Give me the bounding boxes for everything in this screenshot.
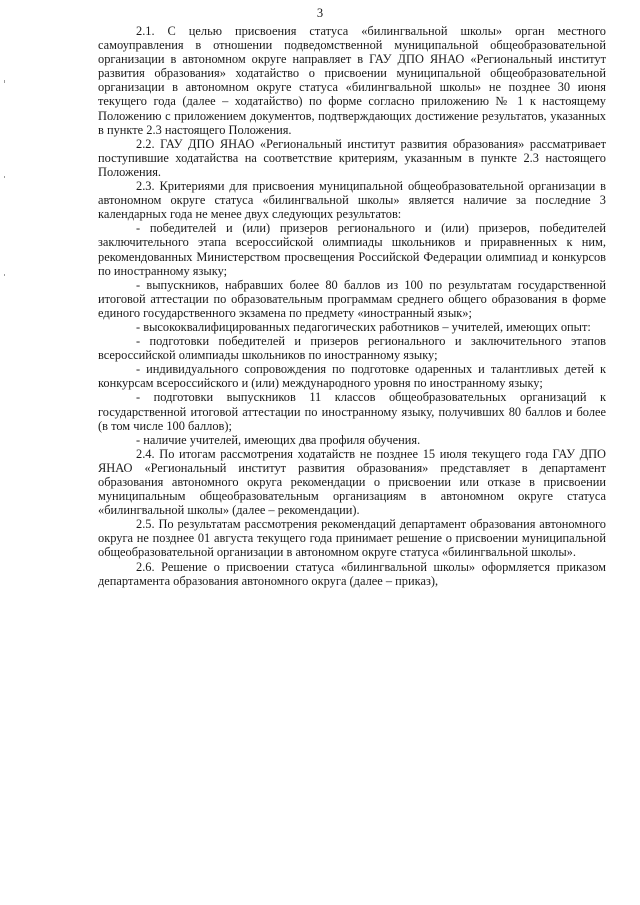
margin-scan-mark xyxy=(4,176,5,178)
page-number: 3 xyxy=(316,6,324,20)
margin-scan-mark xyxy=(4,80,5,83)
experience-list-item: - подготовки победителей и призеров регионального и заключительного этапов всероссийской олимпиады школьников по иностранному языку; xyxy=(98,334,606,363)
paragraph-2-5: 2.5. По результатам рассмотрения рекомендаций департамент образования автономного округа не позднее 01 августа текущего года принимает решение о присвоении муниципальной общеобразовательной организации в автономном округе статуса «билингвальной школы». xyxy=(98,517,606,560)
document-body xyxy=(98,24,606,588)
paragraph-2-6: 2.6. Решение о присвоении статуса «билингвальной школы» оформляется приказом департамента образования автономного округа (далее – приказ), xyxy=(98,559,606,588)
paragraph-2-2: 2.2. ГАУ ДПО ЯНАО «Региональный институт развития образования» рассматривает поступившие ходатайства на соответствие критериям, указанным в пункте 2.3 настоящего Положения. xyxy=(98,136,606,179)
criteria-list-item: - выпускников, набравших более 80 баллов из 100 по результатам государственной итоговой аттестации по образовательным программам среднего общего образования в форме единого государственного экзамена по предмету «иностранный язык»; xyxy=(98,277,606,320)
paragraph-2-4: 2.4. По итогам рассмотрения ходатайств не позднее 15 июля текущего года ГАУ ДПО ЯНАО «Региональный институт развития образования» представляет в департамент образования автономного округа рекомендации о присвоении или отказе в присвоении муниципальным общеобразовательным организациям в автономном округе статуса «билингвальной школы» (далее – рекомендации). xyxy=(98,446,606,518)
experience-list-item: - подготовки выпускников 11 классов общеобразовательных организаций к государственной итоговой аттестации по иностранному языку, получивших 80 баллов и более (в том числе 100 баллов); xyxy=(98,390,606,433)
criteria-list-item: - высококвалифицированных педагогических работников – учителей, имеющих опыт: xyxy=(136,319,591,334)
paragraph-2-3: 2.3. Критериями для присвоения муниципальной общеобразовательной организации в автономном округе статуса «билингвальной школы» является наличие за последние 3 календарных года не менее двух следующих результатов: xyxy=(98,179,606,222)
experience-list-item: - индивидуального сопровождения по подготовке одаренных и талантливых детей к конкурсам всероссийского и (или) международного уровня по иностранному языку; xyxy=(98,362,606,391)
criteria-list-item: - победителей и (или) призеров регионального и (или) призеров, победителей заключительного этапа всероссийской олимпиады школьников и приравненных к ним, рекомендованных Министерством просвещения Российской Федерации олимпиад и конкурсов по иностранному языку; xyxy=(98,221,606,278)
criteria-list-item: - наличие учителей, имеющих два профиля обучения. xyxy=(136,432,421,447)
paragraph-2-1: 2.1. С целью присвоения статуса «билингвальной школы» орган местного самоуправления в отношении подведомственной муниципальной общеобразовательной организации в автономном округе направляет в ГАУ ДПО ЯНАО «Региональный институт развития образования» ходатайство о присвоении муниципальной общеобразовательной организации в автономном округе статуса «билингвальной школы» не позднее 30 июня текущего года (далее – ходатайство) по форме согласно приложению № 1 к настоящему Положению с приложением документов, подтверждающих достижение результатов, указанных в пункте 2.3 настоящего Положения. xyxy=(98,24,606,137)
margin-scan-mark xyxy=(4,274,5,276)
